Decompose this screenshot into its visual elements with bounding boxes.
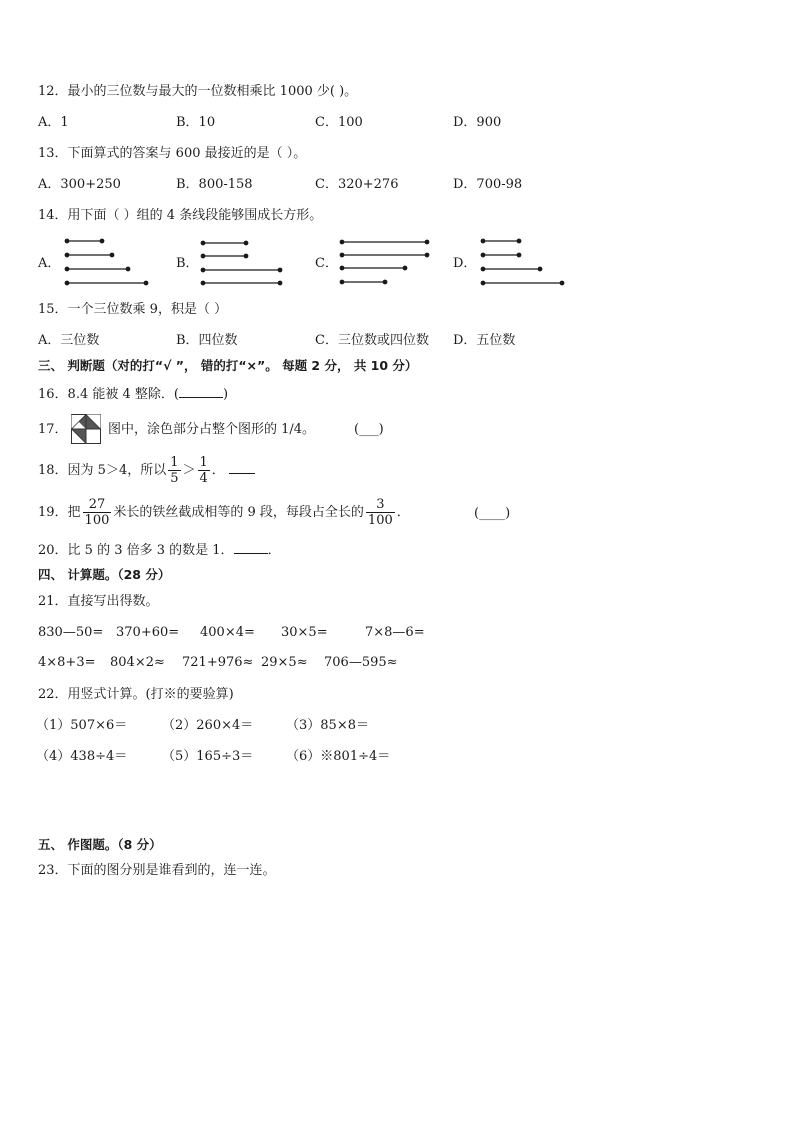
q21-item: 4×8+3= — [38, 655, 96, 670]
q15-option-d: D．五位数 — [453, 333, 516, 348]
q14-segments-d — [478, 236, 578, 288]
q21-item: 30×5= — [281, 625, 328, 640]
q15-stem: 15．一个三位数乘 9，积是（ ） — [38, 302, 228, 317]
q16-close: ) — [222, 387, 229, 402]
q15-option-b: B．四位数 — [176, 333, 238, 348]
q13-option-c: C．320+276 — [315, 177, 399, 192]
q16-answer-blank[interactable] — [179, 385, 223, 398]
q19-fraction-1-den: 100 — [84, 513, 110, 528]
q18-post: ． — [211, 463, 225, 478]
q21-item: 830—50= — [38, 625, 104, 640]
q13-option-b: B．800-158 — [176, 177, 253, 192]
q19-fraction-2-den: 100 — [367, 513, 393, 528]
q21-item: 706—595≈ — [324, 655, 398, 670]
q20-post: ． — [267, 543, 281, 558]
q14-segments-b — [198, 237, 288, 287]
q19-fraction-1-num: 27 — [83, 497, 112, 513]
q14-option-d: D． — [453, 256, 477, 271]
q18-fraction-1 — [168, 455, 180, 486]
q19 — [38, 494, 410, 532]
section-3-title: 三、 判断题（对的打“√ ”， 错的打“×”。 每题 2 分， 共 10 分） — [38, 358, 418, 373]
q22-item: （5）165÷3＝ — [162, 749, 254, 764]
section-4-title: 四、 计算题。（28 分） — [38, 567, 171, 582]
q13-option-a: A．300+250 — [38, 177, 121, 192]
q22-item: （6）※801÷4＝ — [286, 749, 391, 764]
q21-item: 29×5≈ — [261, 655, 308, 670]
q19-post: ． — [396, 505, 410, 520]
q12-option-a: A．1 — [38, 115, 69, 130]
q18-fraction-2 — [198, 455, 210, 486]
q12-option-c: C．100 — [315, 115, 363, 130]
q18-fraction-1-num: 1 — [170, 455, 179, 470]
q21-item: 7×8—6= — [365, 625, 425, 640]
q19-mid: 米长的铁丝截成相等的 9 段，每段占全长的 — [113, 505, 364, 520]
q14-segments-c — [337, 237, 437, 287]
q14-option-a: A． — [38, 256, 61, 271]
q22-item: （2）260×4＝ — [162, 718, 254, 733]
q14-option-c: C． — [315, 256, 338, 271]
q13-option-d: D．700-98 — [453, 177, 523, 192]
q22-item: （3）85×8＝ — [286, 718, 369, 733]
q21-stem: 21．直接写出得数。 — [38, 594, 159, 609]
q21-item: 400×4= — [200, 625, 255, 640]
q17-answer-paren[interactable]: (___) — [354, 422, 384, 437]
q15-option-a: A．三位数 — [38, 333, 100, 348]
q21-item: 721+976≈ — [182, 655, 254, 670]
q14-option-b: B． — [176, 256, 199, 271]
q20-text: 20．比 5 的 3 倍多 3 的数是 1． — [38, 543, 234, 558]
q21-item: 804×2≈ — [110, 655, 165, 670]
q14-stem: 14．用下面（ ）组的 4 条线段能够围成长方形。 — [38, 208, 323, 223]
q16 — [38, 385, 228, 404]
q12-option-b: B．10 — [176, 115, 216, 130]
q19-answer-paren[interactable]: (____) — [474, 506, 511, 521]
q18-answer-blank[interactable] — [229, 461, 255, 474]
q20-answer-blank[interactable] — [234, 541, 268, 554]
q16-text: 16．8.4 能被 4 整除．( — [38, 387, 179, 402]
q23-stem: 23．下面的图分别是谁看到的，连一连。 — [38, 863, 276, 878]
q20 — [38, 541, 281, 560]
q22-item: （4）438÷4＝ — [36, 749, 128, 764]
q18 — [38, 452, 255, 490]
section-5-title: 五、 作图题。（8 分） — [38, 837, 162, 852]
q18-pre: 18．因为 5＞4，所以 — [38, 463, 167, 478]
q18-fraction-2-num: 1 — [199, 455, 208, 470]
q19-fraction-1 — [83, 497, 112, 528]
q21-item: 370+60= — [116, 625, 180, 640]
q22-item: （1）507×6＝ — [36, 718, 128, 733]
q19-pre: 19．把 — [38, 505, 81, 520]
q12-option-d: D．900 — [453, 115, 502, 130]
q19-fraction-2 — [366, 497, 395, 528]
q17 — [38, 421, 68, 439]
q17-shaded-square-figure — [71, 414, 101, 444]
q18-fraction-1-den: 5 — [170, 471, 179, 486]
q17-text: 图中，涂色部分占整个图形的 1/4。 — [108, 422, 316, 437]
q13-stem: 13．下面算式的答案与 600 最接近的是（ ）。 — [38, 146, 307, 161]
q15-option-c: C．三位数或四位数 — [315, 333, 429, 348]
q22-stem: 22．用竖式计算。(打※的要验算) — [38, 687, 234, 702]
q19-fraction-2-num: 3 — [366, 497, 395, 513]
q12-stem: 12．最小的三位数与最大的一位数相乘比 1000 少( )。 — [38, 84, 358, 99]
q14-segments-a — [62, 237, 152, 287]
q17-num: 17． — [38, 422, 68, 437]
q18-gt: ＞ — [182, 463, 196, 478]
q18-fraction-2-den: 4 — [199, 471, 208, 486]
